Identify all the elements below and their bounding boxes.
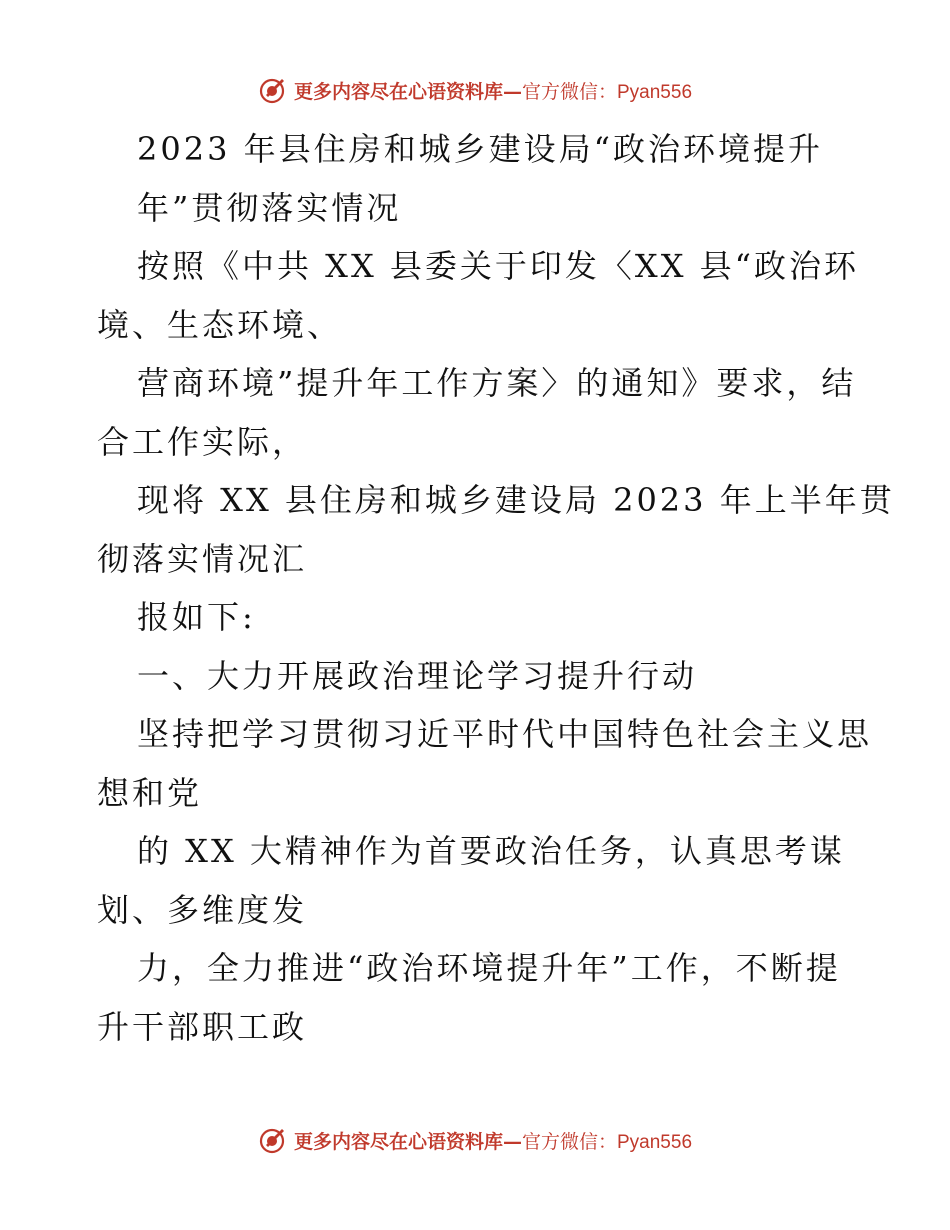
paragraph-line: 境、生态环境、	[97, 305, 343, 344]
paragraph-line: 力，全力推进“政治环境提升年”工作，不断提	[137, 949, 841, 987]
paragraph-line: 按照《中共 XX 县委关于印发〈XX 县“政治环	[137, 247, 860, 285]
title-line-2: 年”贯彻落实情况	[137, 188, 402, 227]
watermark-main: 更多内容尽在心语资料库	[293, 1130, 503, 1153]
watermark-dash: —	[503, 1130, 522, 1153]
header-watermark	[0, 70, 950, 110]
paragraph-line: 升干部职工政	[97, 1007, 308, 1046]
paragraph-line: 现将 XX 县住房和城乡建设局 2023 年上半年贯	[137, 481, 895, 519]
quill-seal-icon	[258, 1125, 288, 1155]
paragraph-line: 划、多维度发	[97, 890, 308, 929]
paragraph-line: 合工作实际，	[97, 422, 308, 461]
watermark-wechat: 官方微信：Pyan556	[522, 81, 693, 103]
paragraph-line: 营商环境”提升年工作方案〉的通知》要求，结	[137, 364, 857, 402]
paragraph-line: 的 XX 大精神作为首要政治任务，认真思考谋	[137, 832, 845, 870]
paragraph-line: 想和党	[97, 773, 203, 812]
title-line-1: 2023 年县住房和城乡建设局“政治环境提升	[137, 130, 823, 168]
watermark-wechat: 官方微信：Pyan556	[522, 1131, 693, 1153]
watermark-main: 更多内容尽在心语资料库	[293, 80, 503, 103]
paragraph-line: 坚持把学习贯彻习近平时代中国特色社会主义思	[137, 715, 873, 753]
quill-seal-icon	[258, 75, 288, 105]
watermark-text	[294, 77, 692, 104]
paragraph-line: 报如下:	[137, 598, 256, 636]
footer-watermark	[0, 1120, 950, 1160]
section-heading: 一、大力开展政治理论学习提升行动	[137, 656, 698, 695]
watermark-dash: —	[503, 80, 522, 103]
paragraph-line: 彻落实情况汇	[97, 539, 308, 578]
watermark-text	[294, 1127, 692, 1154]
document-body	[97, 120, 895, 1056]
